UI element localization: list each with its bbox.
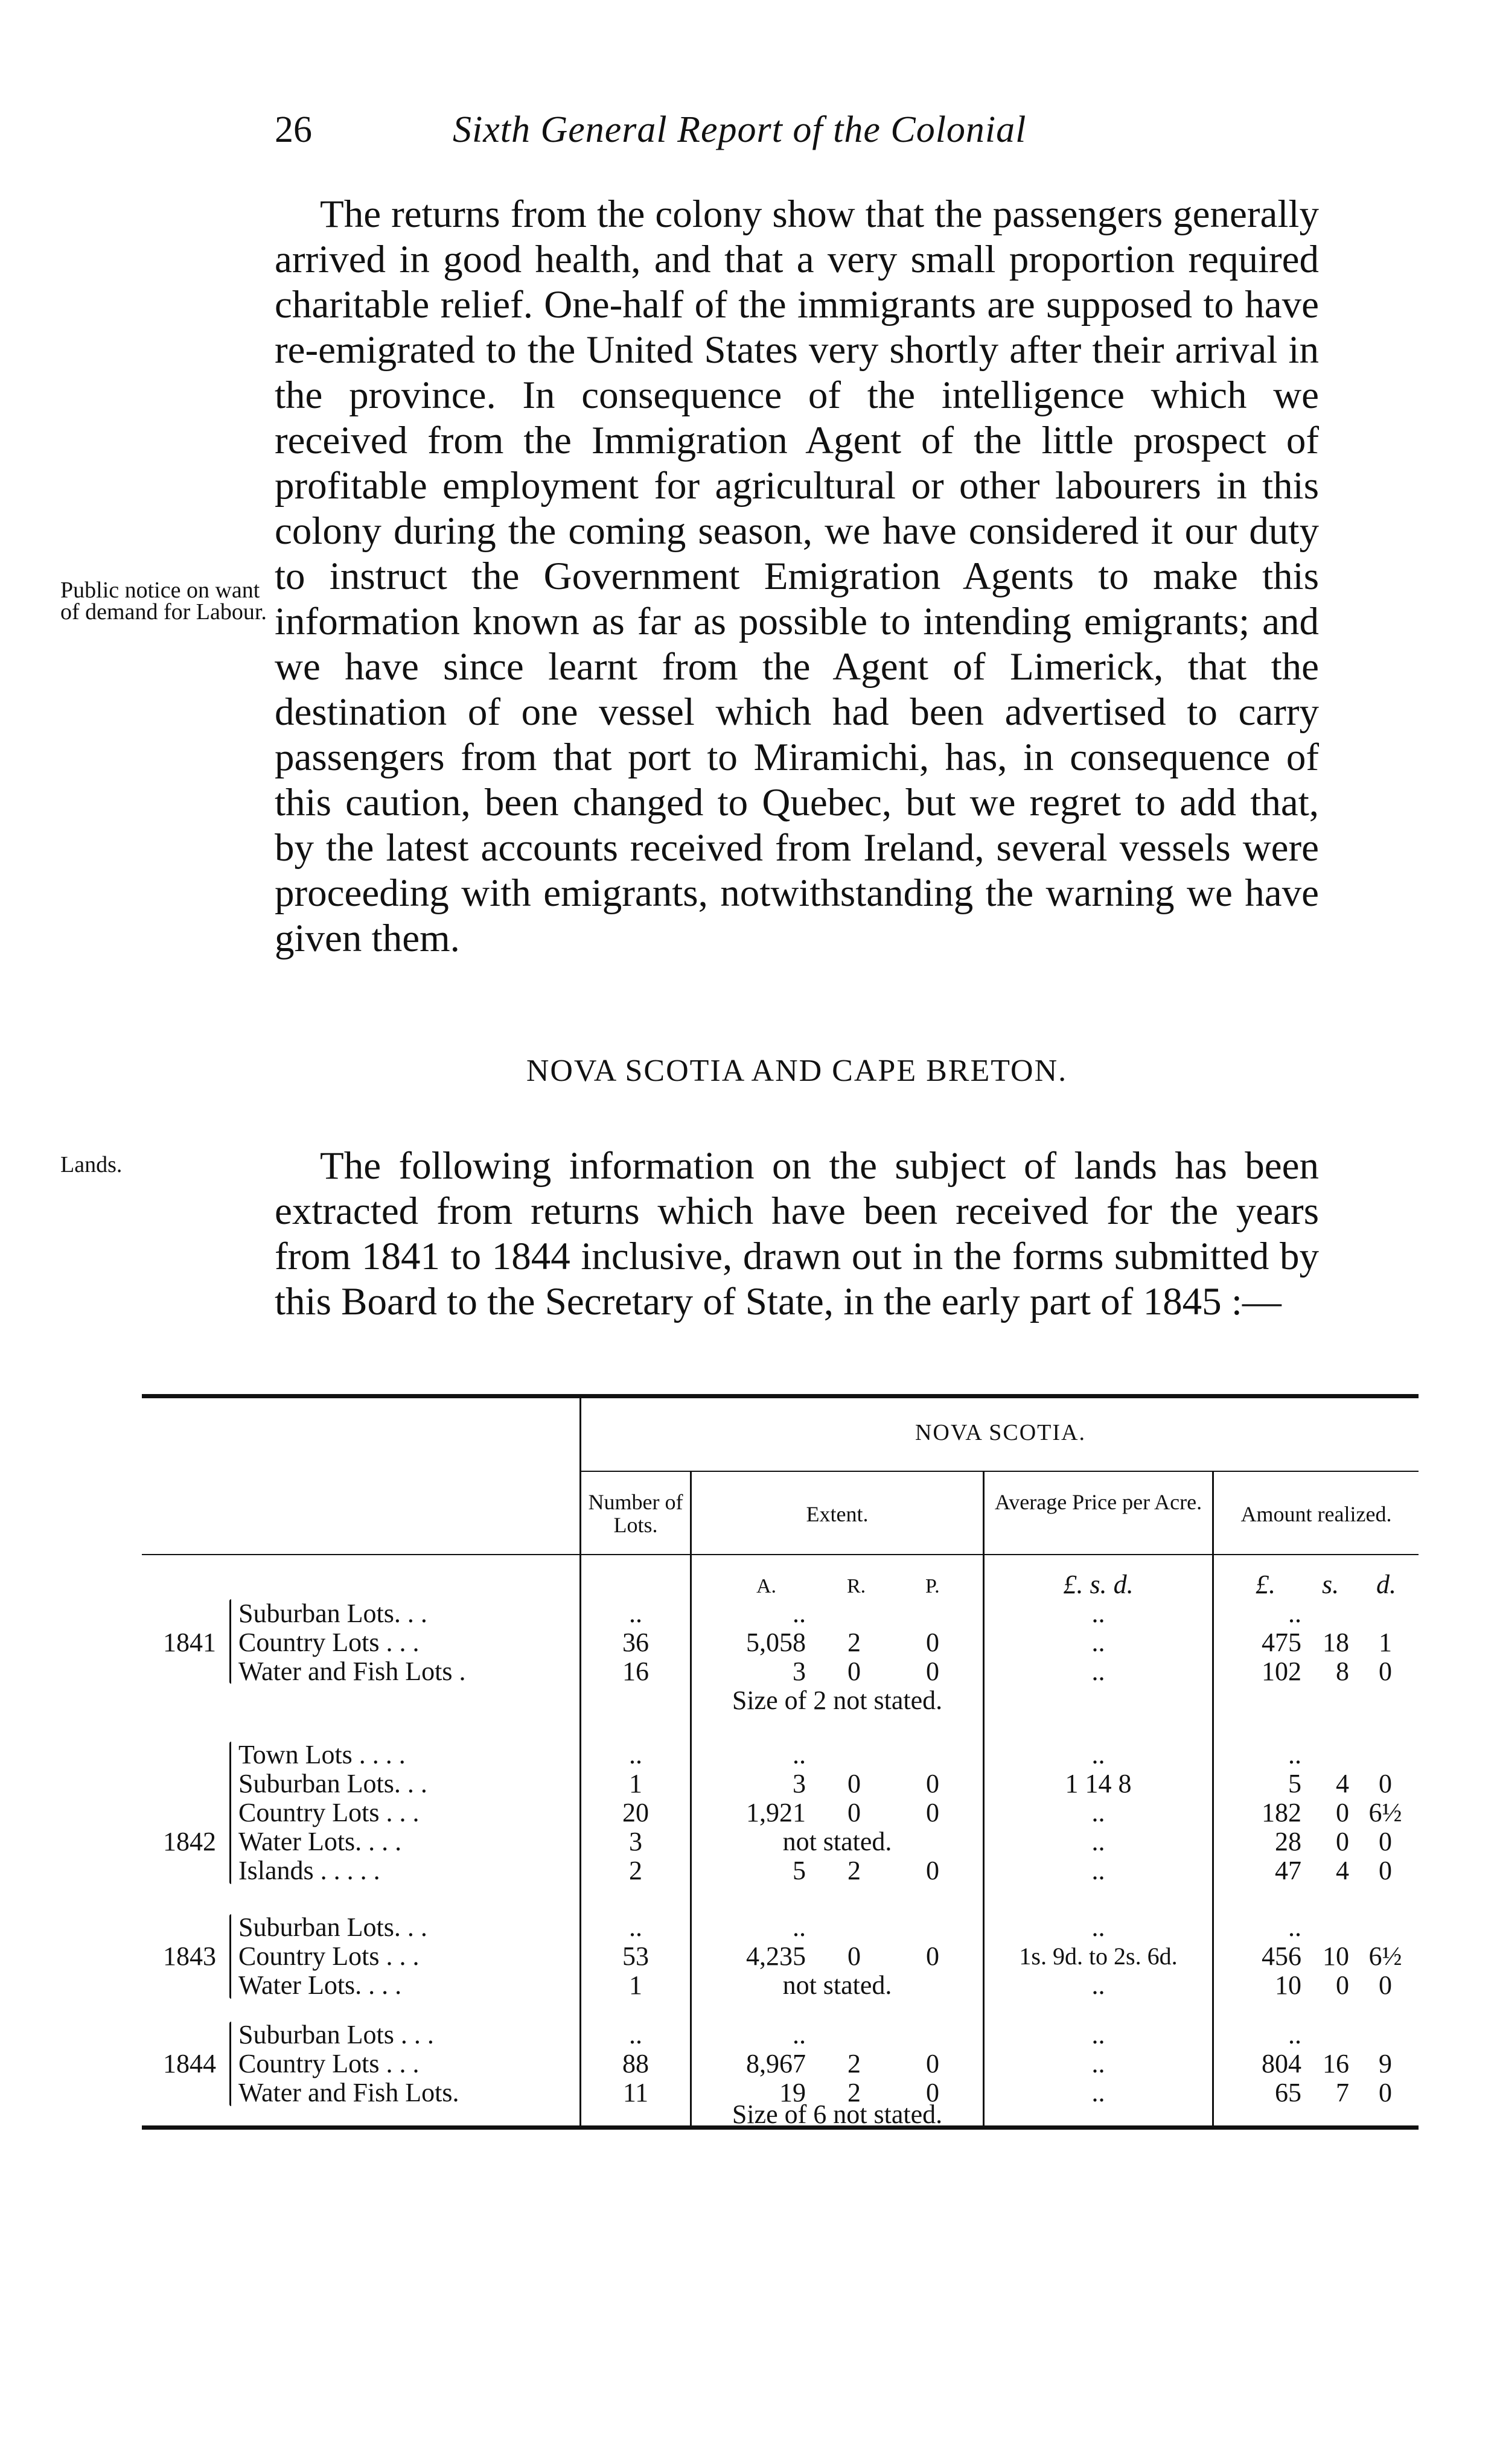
extent-acres: 5 — [793, 1856, 806, 1885]
price-value: .. — [1091, 1856, 1105, 1885]
amount-pence: 9 — [1379, 2049, 1392, 2078]
extent-perches: 0 — [926, 1628, 939, 1657]
amount-pence: 0 — [1379, 1769, 1392, 1798]
extent-perches: 0 — [926, 2049, 939, 2078]
year-brace — [229, 1742, 231, 1884]
amount-shillings: 4 — [1336, 1769, 1349, 1798]
column-header-price: Average Price per Acre. — [994, 1490, 1202, 1514]
column-header-lots: Number of Lots. — [588, 1490, 683, 1537]
unit-price — [985, 1570, 1212, 1599]
page-number: 26 — [275, 109, 312, 150]
unit-perches: P. — [925, 1575, 940, 1597]
row-label: Suburban Lots. . . — [238, 1769, 427, 1798]
amount-shillings: 0 — [1336, 1827, 1349, 1856]
amount-pounds: 65 — [1275, 2078, 1301, 2107]
lots-value: 88 — [622, 2049, 649, 2078]
lots-value: 2 — [629, 1856, 642, 1885]
amount-pence: 0 — [1379, 1657, 1392, 1686]
lots-value: .. — [629, 1740, 642, 1769]
unit-pence: d. — [1376, 1570, 1396, 1599]
extent-note: Size of 2 not stated. — [732, 1686, 943, 1715]
lots-value: 20 — [622, 1798, 649, 1827]
amount-shillings: 7 — [1336, 2078, 1349, 2107]
extent-perches: 0 — [926, 2078, 939, 2107]
amount-pounds: 804 — [1262, 2049, 1301, 2078]
column-header-extent: Extent. — [806, 1502, 869, 1526]
year-brace — [229, 2022, 231, 2106]
extent-value: not stated. — [782, 1827, 892, 1856]
amount-pounds: 456 — [1262, 1941, 1301, 1971]
extent-perches: 0 — [926, 1769, 939, 1798]
lots-value: 53 — [622, 1941, 649, 1971]
amount-pence: 0 — [1379, 1827, 1392, 1856]
row-label: Suburban Lots . . . — [238, 2020, 434, 2049]
extent-perches: 0 — [926, 1941, 939, 1971]
row-label: Country Lots . . . — [238, 1798, 420, 1827]
extent-note: Size of 6 not stated. — [732, 2099, 943, 2129]
unit-roods: R. — [847, 1575, 866, 1597]
extent-perches: 0 — [926, 1856, 939, 1885]
table-group-header: NOVA SCOTIA. — [914, 1420, 1086, 1445]
row-label: Water and Fish Lots . — [238, 1657, 466, 1686]
lots-value: .. — [629, 2020, 642, 2049]
row-label: Water Lots. . . . — [238, 1827, 402, 1856]
unit-price-pounds: £. — [1063, 1570, 1084, 1599]
unit-price-pence: d. — [1113, 1570, 1134, 1599]
year-label: 1842 — [163, 1827, 216, 1856]
price-value: .. — [1091, 2078, 1105, 2107]
extent-acres: 3 — [793, 1769, 806, 1798]
amount-pounds: 182 — [1262, 1798, 1301, 1827]
amount-pounds: 47 — [1275, 1856, 1301, 1885]
margin-note-labour: Public notice on want of demand for Labour. — [60, 578, 267, 625]
row-label: Suburban Lots. . . — [238, 1599, 427, 1628]
extent-acres: 1,921 — [746, 1798, 806, 1827]
row-label: Suburban Lots. . . — [238, 1912, 427, 1942]
price-value: .. — [1091, 1628, 1105, 1657]
row-label: Water and Fish Lots. — [238, 2078, 459, 2107]
row-label: Town Lots . . . . — [238, 1740, 406, 1769]
extent-acres: 3 — [793, 1657, 806, 1686]
extent-acres: 19 — [779, 2078, 806, 2107]
amount-shillings: 4 — [1336, 1856, 1349, 1885]
table-top-rule — [142, 1394, 1419, 1398]
amount-pence: 0 — [1379, 1970, 1392, 2000]
extent-roods: 2 — [847, 1628, 861, 1657]
amount-pounds: .. — [1288, 2020, 1301, 2049]
running-head — [275, 109, 1132, 163]
extent-roods: 2 — [847, 1856, 861, 1885]
paragraph-2: The following information on the subject of lands has been extracted from returns which have been received for the years from 1841 to 1844 inclusive, drawn out in the forms submitted by this Board to the Secretary of State, in the early part of 1845 :— — [275, 1144, 1319, 1323]
amount-pounds: 102 — [1262, 1657, 1301, 1686]
extent-roods: 0 — [847, 1657, 861, 1686]
year-brace — [229, 1599, 231, 1684]
extent-acres: 8,967 — [746, 2049, 806, 2078]
amount-pounds: .. — [1288, 1912, 1301, 1942]
lots-value: 36 — [622, 1628, 649, 1657]
extent-roods: 0 — [847, 1769, 861, 1798]
extent-roods: 2 — [847, 2049, 861, 2078]
extent-acres: 4,235 — [746, 1941, 806, 1971]
section-heading: NOVA SCOTIA AND CAPE BRETON. — [526, 1054, 1068, 1088]
lots-value: 16 — [622, 1657, 649, 1686]
running-title: Sixth General Report of the Colonial — [453, 109, 1027, 150]
column-header-amount: Amount realized. — [1240, 1502, 1392, 1526]
amount-shillings: 18 — [1323, 1628, 1349, 1657]
margin-note-lands: Lands. — [60, 1152, 123, 1177]
lots-value: 11 — [622, 2078, 649, 2107]
extent-roods: 0 — [847, 1798, 861, 1827]
lots-value: 1 — [629, 1769, 642, 1798]
amount-pounds: 475 — [1262, 1628, 1301, 1657]
amount-pence: 0 — [1379, 2078, 1392, 2107]
lots-value: 1 — [629, 1970, 642, 2000]
price-value: .. — [1091, 2020, 1105, 2049]
row-label: Islands . . . . . — [238, 1856, 380, 1885]
amount-pence: 0 — [1379, 1856, 1392, 1885]
lots-value: .. — [629, 1912, 642, 1942]
unit-pounds: £. — [1256, 1570, 1275, 1599]
row-label: Country Lots . . . — [238, 1941, 420, 1971]
extent-perches: 0 — [926, 1798, 939, 1827]
price-value: 1s. 9d. to 2s. 6d. — [1019, 1943, 1178, 1970]
lots-value: 3 — [629, 1827, 642, 1856]
row-label: Country Lots . . . — [238, 1628, 420, 1657]
year-label: 1841 — [163, 1628, 216, 1657]
row-label: Water Lots. . . . — [238, 1970, 402, 2000]
price-value: 1 14 8 — [1065, 1769, 1132, 1798]
amount-pence: 1 — [1379, 1628, 1392, 1657]
year-label: 1843 — [163, 1941, 216, 1971]
year-label: 1844 — [163, 2049, 216, 2078]
unit-shillings: s. — [1322, 1570, 1339, 1599]
lands-table — [142, 1394, 1419, 2170]
amount-pence: 6½ — [1368, 1798, 1402, 1827]
unit-acres: A. — [756, 1575, 777, 1597]
extent-roods: 0 — [847, 1941, 861, 1971]
unit-price-shillings: s. — [1090, 1570, 1107, 1599]
amount-pounds: .. — [1288, 1599, 1301, 1628]
price-value: .. — [1091, 2049, 1105, 2078]
header-divider — [142, 1554, 1419, 1555]
amount-pounds: 10 — [1275, 1970, 1301, 2000]
price-value: .. — [1091, 1798, 1105, 1827]
extent-value: not stated. — [782, 1970, 892, 2000]
extent-acres: .. — [793, 1740, 806, 1769]
extent-acres: .. — [793, 2020, 806, 2049]
column-divider — [690, 1471, 692, 2125]
extent-acres: 5,058 — [746, 1628, 806, 1657]
amount-pence: 6½ — [1368, 1941, 1402, 1971]
price-value: .. — [1091, 1740, 1105, 1769]
amount-pounds: .. — [1288, 1740, 1301, 1769]
amount-pounds: 28 — [1275, 1827, 1301, 1856]
price-value: .. — [1091, 1912, 1105, 1942]
paragraph-1: The returns from the colony show that the passengers generally arrived in good health, and that a very small proportion required charitable relief. One-half of the immigrants are supposed to have re-emigrated to the United States very shortly after their arrival in the province. In consequence of the intelligence which we received from the Immigration Agent of the little prospect of profitable employment for agricultural or other labourers in this colony during the coming season, we have considered it our duty to instruct the Government Emigration Agents to make this information known as far as possible to intending emigrants; and we have since learnt from the Agent of Limerick, that the destination of one vessel which had been advertised to carry passengers from that port to Miramichi, has, in consequence of this caution, been changed to Quebec, but we regret to add that, by the latest accounts received from Ireland, several vessels were proceeding with emigrants, notwithstanding the warning we have given them. — [275, 193, 1319, 960]
amount-pounds: 5 — [1288, 1769, 1301, 1798]
amount-shillings: 0 — [1336, 1798, 1349, 1827]
amount-shillings: 16 — [1323, 2049, 1349, 2078]
price-value: .. — [1091, 1970, 1105, 2000]
extent-acres: .. — [793, 1912, 806, 1942]
extent-acres: .. — [793, 1599, 806, 1628]
amount-shillings: 10 — [1323, 1941, 1349, 1971]
price-value: .. — [1091, 1827, 1105, 1856]
price-value: .. — [1091, 1657, 1105, 1686]
price-value: .. — [1091, 1599, 1105, 1628]
extent-perches: 0 — [926, 1657, 939, 1686]
extent-roods: 2 — [847, 2078, 861, 2107]
lots-value: .. — [629, 1599, 642, 1628]
year-brace — [229, 1914, 231, 1999]
header-divider — [579, 1471, 1419, 1472]
amount-shillings: 0 — [1336, 1970, 1349, 2000]
amount-shillings: 8 — [1336, 1657, 1349, 1686]
row-label: Country Lots . . . — [238, 2049, 420, 2078]
